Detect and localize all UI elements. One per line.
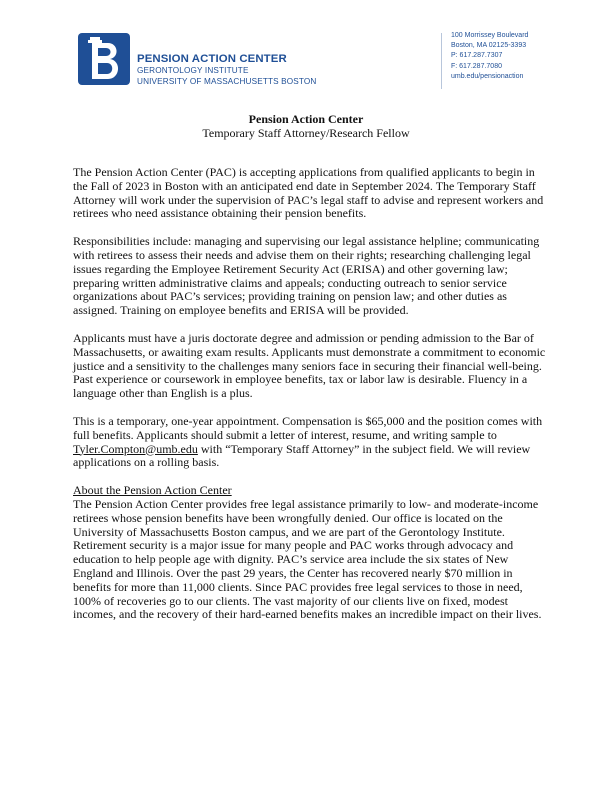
fax-number: F: 617.287.7080 xyxy=(451,62,502,70)
address-line-1: 100 Morrissey Boulevard xyxy=(451,32,529,39)
website: umb.edu/pensionaction xyxy=(451,72,524,80)
document-header xyxy=(0,112,612,140)
org-name: PENSION ACTION CENTER xyxy=(137,53,287,65)
address-line-2: Boston, MA 02125-3393 xyxy=(451,42,527,50)
org-university: UNIVERSITY OF MASSACHUSETTS BOSTON xyxy=(137,76,317,86)
umass-boston-logo-icon xyxy=(78,33,130,85)
intro-paragraph: The Pension Action Center (PAC) is accepting applications from qualified applicants to begin in the Fall of 2023 in Boston with an anticipated end date in September 2024. The Temporary Staff Attorney will work under the supervision of PAC’s legal staff to advise and represent workers and retirees who need assistance obtaining their pension benefits. xyxy=(73,165,544,221)
about-heading: About the Pension Action Center xyxy=(73,483,232,498)
application-text-end: with “Temporary Staff Attorney” in the subject field. We will review applications on a rolling basis. xyxy=(73,441,531,470)
application-text-start: This is a temporary, one-year appointment. Compensation is $65,000 and the position comes with full benefits. Applicants should submit a letter of interest, resume, and writing sample to xyxy=(73,413,543,442)
document-body xyxy=(73,166,547,636)
contact-block xyxy=(451,31,528,82)
responsibilities-paragraph: Responsibilities include: managing and supervising our legal assistance helpline; communicating with retirees to assess their needs and advise them on their rights; researching challenging legal issues regarding the Employee Retirement Security Act (ERISA) and other governing law; preparing written administrative claims and appeals; conducting outreach to senior service organizations about PAC’s services; providing training on pension law; and other duties as assigned. Training on employee benefits and ERISA will be provided. xyxy=(73,234,540,318)
application-paragraph xyxy=(73,415,547,470)
letterhead-divider xyxy=(441,33,442,89)
phone-number: P: 617.287.7307 xyxy=(451,52,503,60)
requirements-paragraph: Applicants must have a juris doctorate degree and admission or pending admission to the Bar of Massachusetts, or awaiting exam results. Applicants must demonstrate a commitment to economic justice and a sensitivity to the challenges many seniors face in securing their financial well-being. Past experience or coursework in employee benefits, tax or labor law is desirable. Fluency in a language other than English is a plus. xyxy=(73,330,546,401)
organization-block xyxy=(137,52,317,87)
document-subtitle: Temporary Staff Attorney/Research Fellow xyxy=(202,126,410,140)
document-title: Pension Action Center xyxy=(248,112,364,126)
org-institute: GERONTOLOGY INSTITUTE xyxy=(137,66,249,75)
about-paragraph: The Pension Action Center provides free legal assistance primarily to low- and moderate-income retirees whose pension benefits have been wrongfully denied. Our office is located on the University of Massachusetts Boston campus, and we are part of the Gerontology Institute. Retirement security is a major issue for many people and PAC works through advocacy and education to help people age with dignity. PAC’s service area include the six states of New England and Illinois. Over the past 29 years, the Center has recovered nearly $70 million in benefits for more than 11,000 clients. Since PAC provides free legal services to those in need, 100% of recoveries go to our clients. The vast majority of our clients live on fixed, modest incomes, and the recovery of their hard-earned benefits makes an incredible impact on their lives. xyxy=(73,496,542,622)
email-link[interactable]: Tyler.Compton@umb.edu xyxy=(73,441,198,456)
